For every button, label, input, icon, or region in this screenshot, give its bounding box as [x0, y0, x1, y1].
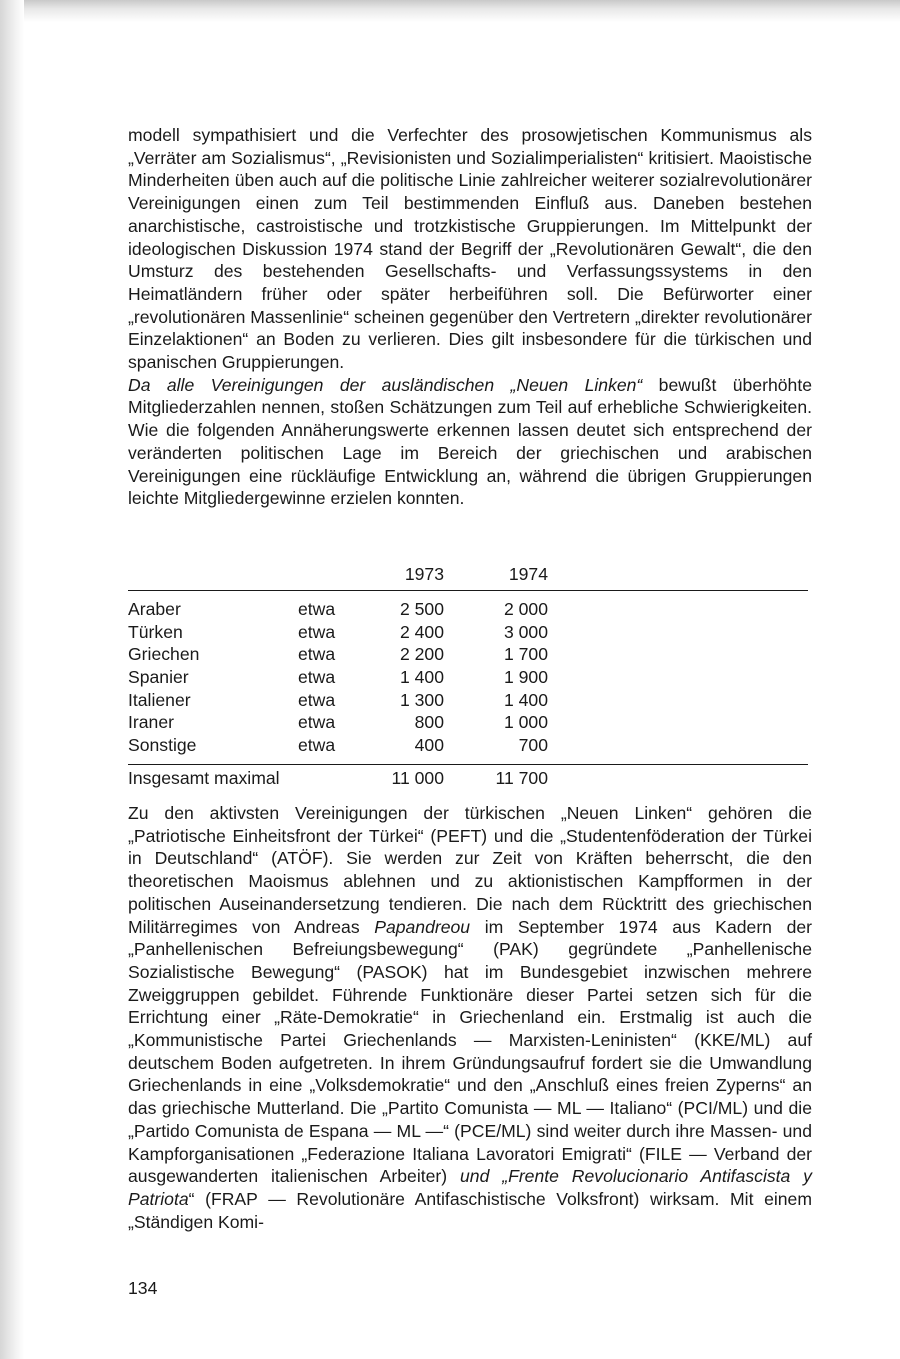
row-qualifier: etwa [298, 712, 336, 733]
table-header [128, 564, 808, 590]
paragraph-2-italic: Da alle Vereinigungen der ausländischen „Neuen Linken“ [128, 374, 643, 395]
header-1974: 1974 [508, 564, 548, 584]
row-1974: 1 400 [503, 689, 548, 710]
row-1973: 2 400 [399, 621, 444, 642]
row-country: Italiener [128, 689, 191, 710]
row-1974: 2 000 [503, 599, 548, 619]
scan-shadow-left [0, 0, 24, 1359]
body-text [128, 802, 812, 1233]
row-1974: 1 900 [503, 667, 548, 688]
table-row [128, 667, 808, 690]
total-label: Insgesamt maximal [128, 767, 280, 788]
table-row [128, 644, 808, 667]
row-qualifier: etwa [298, 735, 336, 756]
row-1973: 1 300 [399, 689, 444, 710]
page-number: 134 [128, 1278, 158, 1298]
row-1974: 3 000 [503, 621, 548, 642]
row-country: Spanier [128, 667, 189, 688]
row-1973: 2 500 [399, 599, 444, 619]
row-qualifier: etwa [298, 644, 336, 665]
paragraph-3-em-frap: und „Frente Revolucionario Antifascista y Patriota [128, 1166, 812, 1209]
table-body [128, 599, 808, 758]
paragraph-1: modell sympathisiert und die Verfechter des prosowjetischen Kommunismus als „Verräter am Sozialismus“, „Revisionisten und Sozialimperialisten“ kritisiert. Maoistische Minderheiten üben auch auf die politische Linie zahlreicher weiterer sozialrevolutionärer Vereinigungen einen zum Teil bestimmenden Einfluß aus. Daneben bestehen anarchistische, castroistische und trotzkistische Gruppierungen. Im Mittelpunkt der ideologischen Diskussion 1974 stand der Begriff der „Revolutionären Gewalt“, die den Umsturz des bestehenden Gesellschafts- und Verfassungssystems in den Heimatländern früher oder später herbeiführen soll. Die Befürworter einer „revolutionären Massenlinie“ scheinen gegenüber den Vertretern „direkter revolutionärer Einzelaktionen“ an Boden zu verlieren. Dies gilt insbesondere für die türkischen und spanischen Gruppierungen. [128, 125, 812, 373]
row-country: Türken [128, 621, 183, 642]
table-total-row [128, 768, 808, 791]
paragraph-2 [128, 374, 812, 510]
row-1974: 1 700 [503, 644, 548, 665]
table-row [128, 599, 808, 622]
membership-table [128, 564, 808, 791]
header-1973: 1973 [404, 564, 444, 584]
row-country: Griechen [128, 644, 200, 665]
row-qualifier: etwa [298, 621, 336, 642]
row-country: Iraner [128, 712, 174, 733]
intro-text [128, 124, 812, 510]
table-row [128, 622, 808, 645]
row-1973: 1 400 [399, 667, 444, 688]
paragraph-3-part-1: Zu den aktivsten Vereinigungen der türkischen „Neuen Linken“ gehören die „Patriotische Einheitsfront der Türkei“ (PEFT) und die „Studentenföderation der Türkei in Deutschland“ (ATÖF). Sie werden zur Zeit von Kräften beherrscht, die den theoretischen Maoismus ablehnen und zu aktionistischen Kampfformen in der politischen Auseinandersetzung tendieren. Die nach dem Rücktritt des griechischen Militärregimes von Andreas [128, 803, 812, 937]
scan-shadow-top [0, 0, 900, 22]
row-1973: 400 [414, 735, 444, 756]
row-qualifier: etwa [298, 689, 336, 710]
total-1973: 11 000 [391, 767, 444, 788]
total-1974: 11 700 [495, 767, 548, 788]
table-row [128, 735, 808, 758]
row-qualifier: etwa [298, 667, 336, 688]
row-country: Araber [128, 599, 181, 619]
paragraph-3-part-2: im September 1974 aus Kadern der „Panhellenischen Befreiungsbewegung“ (PAK) gegründete „Panhellenische Sozialistische Bewegung“ (PASOK) hat im Bundesgebiet inzwischen mehrere Zweiggruppen gebildet. Führende Funktionäre dieser Partei setzen sich für die Errichtung einer „Räte-Demokratie“ in Griechenland ein. Erstmalig ist auch die „Kommunistische Partei Griechenlands — Marxisten-Leninisten“ (KKE/ML) auf deutschem Boden aufgetreten. In ihrem Gründungsaufruf fordert sie die Umwandlung Griechenlands in eine „Volksdemokratie“ und den „Anschluß eines freien Zyperns“ an das griechische Mutterland. Die „Partito Comunista — ML — Italiano“ (PCI/ML) und die „Partido Comunista de Espana — ML —“ (PCE/ML) sind weiter durch ihre Massen- und Kampforganisationen „Federazione Italiana Lavoratori Emigrati“ (FILE — Verband der ausgewanderten italienischen Arbeiter) [128, 916, 812, 1187]
row-qualifier: etwa [298, 599, 336, 619]
paragraph-2-rest: bewußt überhöhte Mitgliederzahlen nennen, stoßen Schätzungen zum Teil auf erhebliche Schwierigkeiten. Wie die folgenden Annäherungswerte erkennen lassen deutet sich entsprechend der veränderten politischen Lage im Bereich der griechischen und arabischen Vereinigungen eine rückläufige Entwicklung an, während die übrigen Gruppierungen leichte Mitgliedergewinne erzielen konnten. [128, 374, 812, 509]
table-row [128, 690, 808, 713]
row-1974: 1 000 [503, 712, 548, 733]
row-1973: 800 [414, 712, 444, 733]
row-country: Sonstige [128, 735, 197, 756]
row-1973: 2 200 [399, 644, 444, 665]
table-row [128, 712, 808, 735]
row-1974: 700 [518, 735, 548, 756]
paragraph-3-em-name: Papandreou [374, 916, 471, 937]
paragraph-3 [128, 802, 812, 1233]
paragraph-3-part-3: “ (FRAP — Revolutionäre Antifaschistische Volksfront) wirksam. Mit einem „Ständigen Komi- [128, 1188, 812, 1232]
